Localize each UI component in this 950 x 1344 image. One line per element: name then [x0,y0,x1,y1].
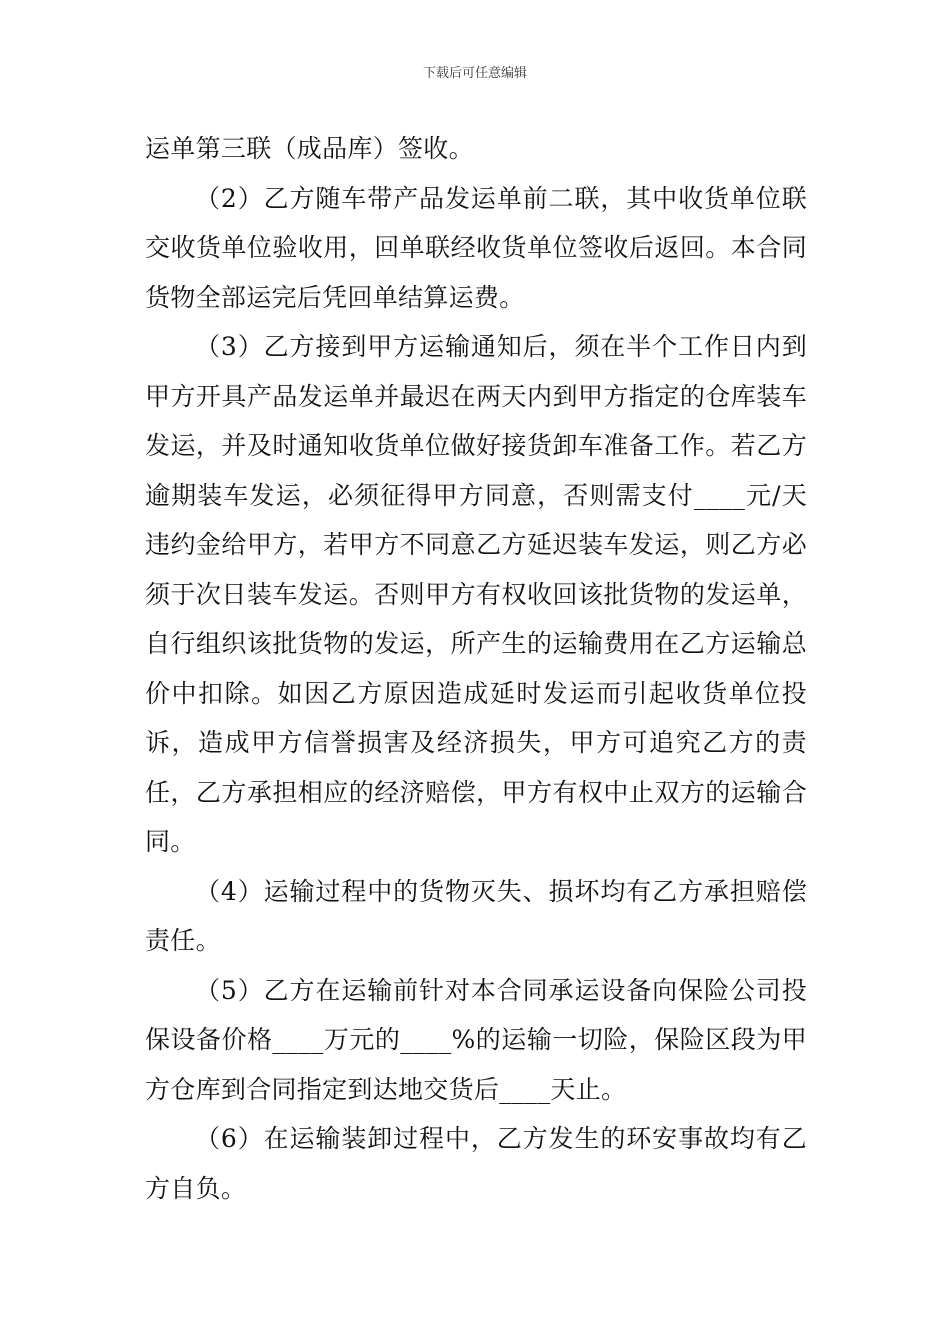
clause-3-paragraph: （3）乙方接到甲方运输通知后，须在半个工作日内到甲方开具产品发运单并最迟在两天内到甲方指定的仓库装车发运，并及时通知收货单位做好接货卸车准备工作。若乙方逾期装车发运，必须征得甲方同意，否则需支付____元/天违约金给甲方，若甲方不同意乙方延迟装车发运，则乙方必须于次日装车发运。否则甲方有权收回该批货物的发运单，自行组织该批货物的发运，所产生的运输费用在乙方运输总价中扣除。如因乙方原因造成延时发运而引起收货单位投诉，造成甲方信誉损害及经济损失，甲方可追究乙方的责任，乙方承担相应的经济赔偿，甲方有权中止双方的运输合同。 [145,332,807,856]
paragraph-continuation: 运单第三联（成品库）签收。 [145,134,474,163]
clause-6-paragraph: （6）在运输装卸过程中，乙方发生的环安事故均有乙方自负。 [145,1124,807,1203]
contract-body [145,124,807,1213]
clause-2-paragraph: （2）乙方随车带产品发运单前二联，其中收货单位联交收货单位验收用，回单联经收货单位签收后返回。本合同货物全部运完后凭回单结算运费。 [145,183,807,312]
clause-5-paragraph: （5）乙方在运输前针对本合同承运设备向保险公司投保设备价格____万元的____%的运输一切险，保险区段为甲方仓库到合同指定到达地交货后____天止。 [145,975,807,1104]
clause-4-paragraph: （4）运输过程中的货物灭失、损坏均有乙方承担赔偿责任。 [145,876,807,955]
page-header-note: 下载后可任意编辑 [422,66,527,81]
